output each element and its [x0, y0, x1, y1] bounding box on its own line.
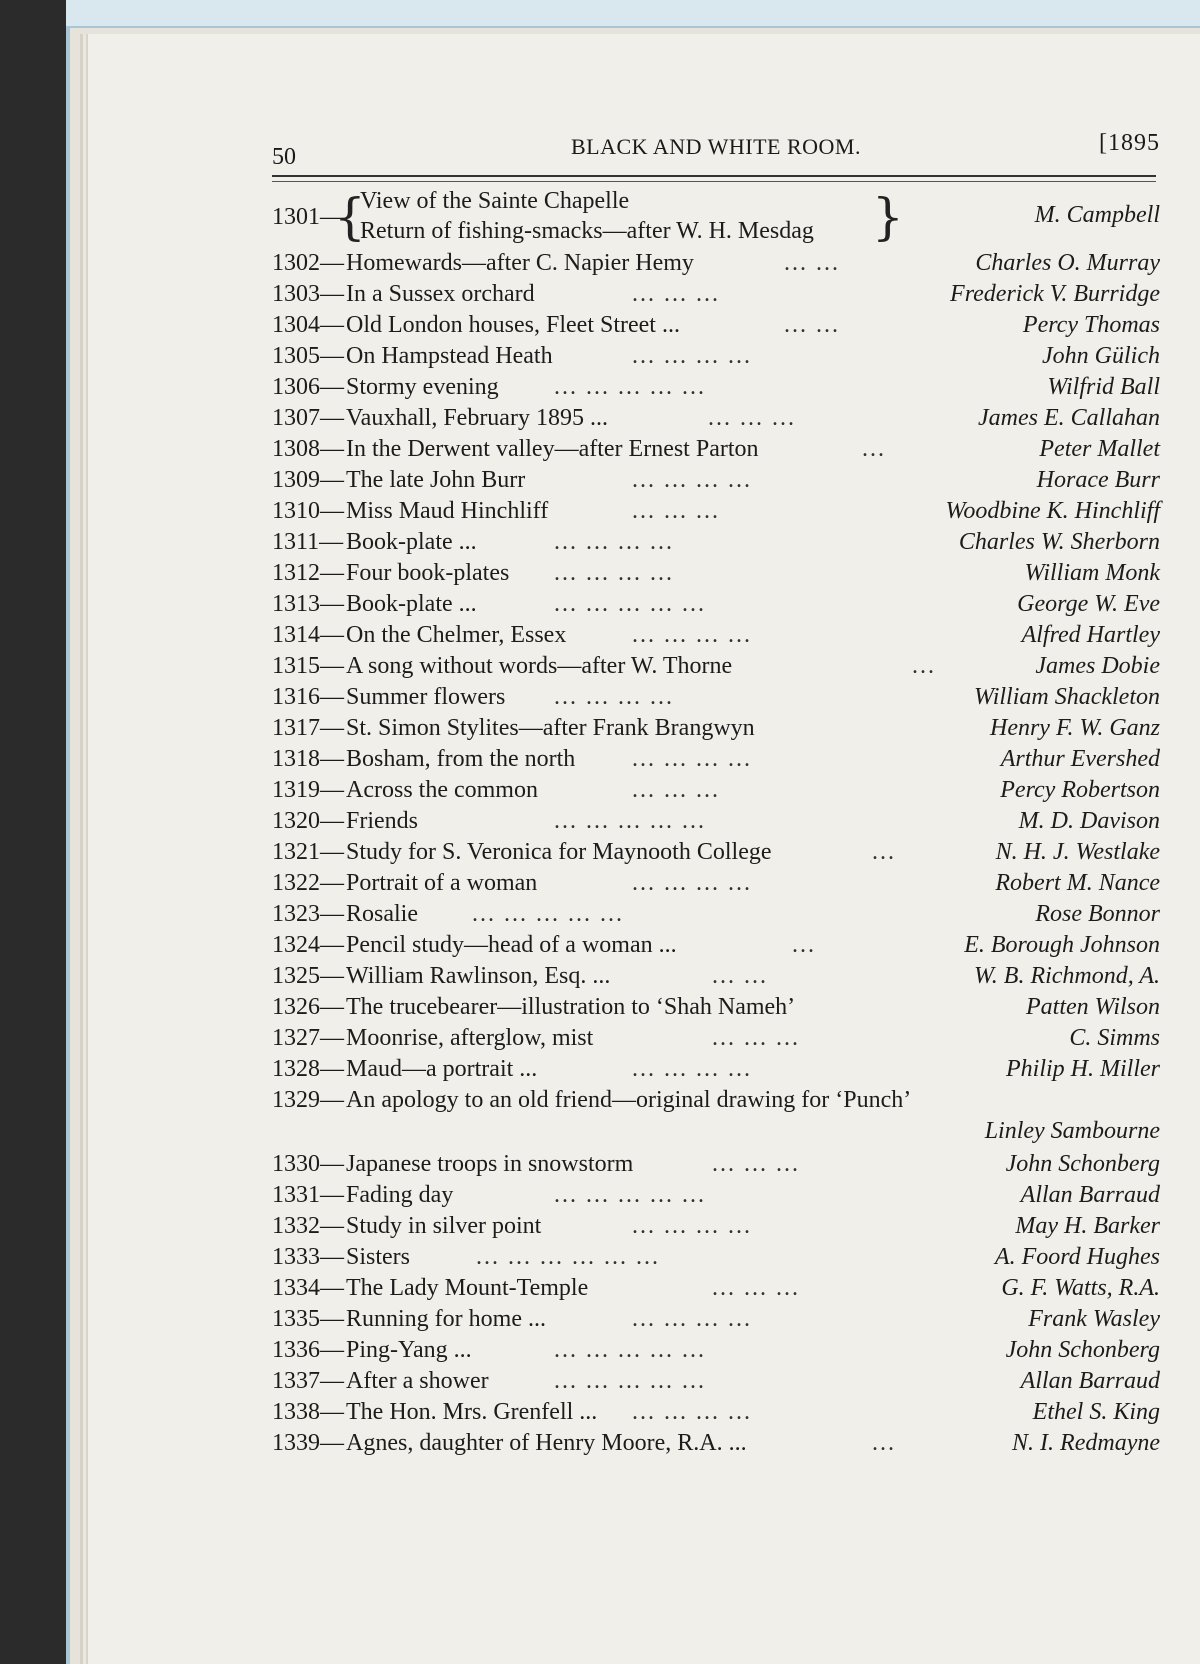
entry-title: The trucebearer—illustration to ‘Shah Nameh’: [346, 994, 796, 1020]
entry-number: 1331—: [272, 1182, 344, 1208]
dot-leaders: ... ... ...: [712, 1151, 800, 1177]
entry-artist: Allan Barraud: [1020, 1368, 1160, 1394]
catalogue-entry: [272, 961, 1160, 992]
catalogue-entry: [272, 1428, 1160, 1459]
entry-title-line-2: Return of fishing-smacks—after W. H. Mesdag: [360, 218, 814, 244]
entry-artist: Frederick V. Burridge: [950, 281, 1160, 307]
catalogue-entry: [272, 279, 1160, 310]
entry-number: 1308—: [272, 436, 344, 462]
entry-artist: Philip H. Miller: [1006, 1056, 1160, 1082]
entry-number: 1326—: [272, 994, 344, 1020]
entry-artist: Arthur Evershed: [1000, 746, 1160, 772]
dot-leaders: ...: [872, 1430, 896, 1456]
dot-leaders: ... ... ... ...: [554, 560, 674, 586]
header-rule-thick: [272, 175, 1156, 177]
catalogue-entry: [272, 1304, 1160, 1335]
entry-number: 1304—: [272, 312, 344, 338]
entry-title: Bosham, from the north: [346, 746, 576, 772]
entry-number: 1339—: [272, 1430, 344, 1456]
catalogue-entry: [272, 930, 1160, 961]
dot-leaders: ... ... ... ... ...: [554, 374, 706, 400]
entry-number: 1323—: [272, 901, 344, 927]
dot-leaders: ... ... ... ... ...: [554, 1182, 706, 1208]
dot-leaders: ... ... ... ... ...: [554, 1368, 706, 1394]
dot-leaders: ...: [912, 653, 936, 679]
entry-number: 1301—: [272, 204, 344, 230]
entry-title: Rosalie: [346, 901, 418, 927]
dot-leaders: ... ... ... ...: [554, 684, 674, 710]
entry-title: Summer flowers: [346, 684, 506, 710]
catalogue-entry: [272, 837, 1160, 868]
catalogue-entry: [272, 806, 1160, 837]
entry-number: 1332—: [272, 1213, 344, 1239]
dot-leaders: ... ...: [712, 963, 768, 989]
entry-number: 1336—: [272, 1337, 344, 1363]
entry-title: Stormy evening: [346, 374, 499, 400]
entry-number: 1335—: [272, 1306, 344, 1332]
entry-artist: George W. Eve: [1017, 591, 1160, 617]
entry-number: 1314—: [272, 622, 344, 648]
catalogue-entry: [272, 713, 1160, 744]
catalogue-entry: [272, 372, 1160, 403]
entry-title: On the Chelmer, Essex: [346, 622, 567, 648]
entry-title: After a shower: [346, 1368, 489, 1394]
dot-leaders: ... ... ... ...: [632, 870, 752, 896]
entry-artist: N. I. Redmayne: [1012, 1430, 1160, 1456]
dot-leaders: ... ... ... ...: [632, 1399, 752, 1425]
entry-artist: Charles W. Sherborn: [958, 529, 1160, 555]
right-brace-icon: }: [872, 188, 904, 246]
entry-number: 1327—: [272, 1025, 344, 1051]
entry-title: Japanese troops in snowstorm: [346, 1151, 634, 1177]
entry-title: Agnes, daughter of Henry Moore, R.A. ...: [346, 1430, 747, 1456]
catalogue-list: [272, 186, 1160, 1459]
backing-board-edge: [66, 0, 1200, 26]
entry-number: 1315—: [272, 653, 344, 679]
catalogue-entry: [272, 1149, 1160, 1180]
header-rule-thin: [272, 181, 1156, 182]
dot-leaders: ... ... ... ...: [632, 1306, 752, 1332]
entry-title: Portrait of a woman: [346, 870, 538, 896]
entry-number: 1317—: [272, 715, 344, 741]
entry-artist: Rose Bonnor: [1035, 901, 1160, 927]
entry-artist: Percy Robertson: [1000, 777, 1160, 803]
catalogue-entry: [272, 682, 1160, 713]
entry-artist: W. B. Richmond, A.: [974, 963, 1160, 989]
entry-number: 1310—: [272, 498, 344, 524]
entry-title: Running for home ...: [346, 1306, 546, 1332]
entry-number: 1309—: [272, 467, 344, 493]
catalogue-entry: [272, 248, 1160, 279]
catalogue-entry: [272, 1335, 1160, 1366]
catalogue-entry: [272, 899, 1160, 930]
entry-artist: Woodbine K. Hinchliff: [945, 498, 1160, 524]
entry-artist: E. Borough Johnson: [964, 932, 1160, 958]
dot-leaders: ... ... ...: [632, 498, 720, 524]
entry-title: Miss Maud Hinchliff: [346, 498, 549, 524]
entry-title: Friends: [346, 808, 418, 834]
entry-title: Pencil study—head of a woman ...: [346, 932, 677, 958]
entry-artist: James E. Callahan: [978, 405, 1160, 431]
entry-number: 1334—: [272, 1275, 344, 1301]
catalogue-entry: [272, 1397, 1160, 1428]
entry-number: 1333—: [272, 1244, 344, 1270]
catalogue-entry: [272, 310, 1160, 341]
entry-number: 1330—: [272, 1151, 344, 1177]
entry-number: 1312—: [272, 560, 344, 586]
dot-leaders: ... ... ... ...: [632, 746, 752, 772]
entry-artist: Alfred Hartley: [1021, 622, 1160, 648]
entry-number: 1329—: [272, 1087, 344, 1113]
catalogue-entry: [272, 403, 1160, 434]
entry-title: St. Simon Stylites—after Frank Brangwyn: [346, 715, 755, 741]
entry-title: Book-plate ...: [346, 529, 477, 555]
catalogue-entry: [272, 744, 1160, 775]
entry-number: 1311—: [272, 529, 344, 555]
entry-title: Book-plate ...: [346, 591, 477, 617]
entry-title: An apology to an old friend—original drawing for ‘Punch’: [346, 1087, 912, 1113]
catalogue-entry: [272, 1054, 1160, 1085]
catalogue-entry: [272, 1273, 1160, 1304]
entry-artist: N. H. J. Westlake: [995, 839, 1160, 865]
entry-title: The Lady Mount-Temple: [346, 1275, 589, 1301]
catalogue-entry: [272, 434, 1160, 465]
entry-title: Across the common: [346, 777, 538, 803]
catalogue-entry: [272, 620, 1160, 651]
catalogue-entry: [272, 651, 1160, 682]
entry-number: 1322—: [272, 870, 344, 896]
entry-title: Homewards—after C. Napier Hemy: [346, 250, 694, 276]
year-marker: [1895: [1099, 130, 1160, 156]
entry-number: 1320—: [272, 808, 344, 834]
dot-leaders: ... ... ... ... ... ...: [476, 1244, 660, 1270]
entry-number: 1318—: [272, 746, 344, 772]
page-number: 50: [272, 144, 296, 170]
entry-number: 1325—: [272, 963, 344, 989]
catalogue-entry: [272, 527, 1160, 558]
entry-artist: Ethel S. King: [1032, 1399, 1160, 1425]
catalogue-entry: [272, 1366, 1160, 1397]
entry-artist: John Schonberg: [1005, 1337, 1160, 1363]
entry-number: 1306—: [272, 374, 344, 400]
dot-leaders: ... ... ...: [712, 1025, 800, 1051]
entry-artist: Horace Burr: [1036, 467, 1160, 493]
dot-leaders: ... ... ... ...: [554, 529, 674, 555]
entry-artist: A. Foord Hughes: [994, 1244, 1160, 1270]
dot-leaders: ... ... ... ... ...: [554, 591, 706, 617]
dot-leaders: ... ... ... ...: [632, 467, 752, 493]
catalogue-entry: [272, 1023, 1160, 1054]
catalogue-entry: [272, 465, 1160, 496]
entry-artist: May H. Barker: [1015, 1213, 1160, 1239]
entry-number: 1338—: [272, 1399, 344, 1425]
entry-artist: Wilfrid Ball: [1047, 374, 1160, 400]
entry-artist: G. F. Watts, R.A.: [1001, 1275, 1160, 1301]
entry-title: Vauxhall, February 1895 ...: [346, 405, 608, 431]
page-title: BLACK AND WHITE ROOM.: [571, 134, 861, 159]
entry-number: 1307—: [272, 405, 344, 431]
entry-artist: Linley Sambourne: [984, 1118, 1160, 1144]
entry-number: 1337—: [272, 1368, 344, 1394]
entry-title: Ping-Yang ...: [346, 1337, 472, 1363]
entry-title: Four book-plates: [346, 560, 510, 586]
catalogue-entry: [272, 1211, 1160, 1242]
catalogue-entry: [272, 186, 1160, 248]
dot-leaders: ...: [862, 436, 886, 462]
catalogue-entry: [272, 1085, 1160, 1147]
dot-leaders: ... ... ...: [708, 405, 796, 431]
entry-title: The late John Burr: [346, 467, 526, 493]
entry-title: A song without words—after W. Thorne: [346, 653, 733, 679]
entry-artist: William Monk: [1024, 560, 1160, 586]
entry-title: William Rawlinson, Esq. ...: [346, 963, 611, 989]
entry-title: In the Derwent valley—after Ernest Parton: [346, 436, 759, 462]
catalogue-entry: [272, 1180, 1160, 1211]
entry-title: Maud—a portrait ...: [346, 1056, 538, 1082]
dot-leaders: ... ...: [784, 250, 840, 276]
left-brace-icon: {: [334, 188, 366, 246]
entry-number: 1313—: [272, 591, 344, 617]
entry-number: 1303—: [272, 281, 344, 307]
entry-number: 1324—: [272, 932, 344, 958]
catalogue-entry: [272, 341, 1160, 372]
entry-artist: James Dobie: [1035, 653, 1160, 679]
catalogue-entry: [272, 775, 1160, 806]
dot-leaders: ... ... ... ... ...: [472, 901, 624, 927]
dot-leaders: ... ... ... ... ...: [554, 1337, 706, 1363]
entry-artist: John Schonberg: [1005, 1151, 1160, 1177]
entry-title: Old London houses, Fleet Street ...: [346, 312, 680, 338]
catalogue-entry: [272, 558, 1160, 589]
running-header: [272, 126, 1160, 170]
entry-title: In a Sussex orchard: [346, 281, 535, 307]
dot-leaders: ... ... ... ...: [632, 622, 752, 648]
dot-leaders: ... ... ... ...: [632, 1213, 752, 1239]
dot-leaders: ... ... ... ...: [632, 1056, 752, 1082]
entry-artist: Peter Mallet: [1039, 436, 1160, 462]
catalogue-entry: [272, 992, 1160, 1023]
entry-artist: Allan Barraud: [1020, 1182, 1160, 1208]
dot-leaders: ... ... ...: [712, 1275, 800, 1301]
entry-artist: John Gülich: [1042, 343, 1160, 369]
entry-number: 1316—: [272, 684, 344, 710]
entry-title: Sisters: [346, 1244, 411, 1270]
entry-title: The Hon. Mrs. Grenfell ...: [346, 1399, 598, 1425]
entry-artist: Percy Thomas: [1022, 312, 1160, 338]
catalogue-entry: [272, 868, 1160, 899]
entry-number: 1319—: [272, 777, 344, 803]
entry-artist: M. Campbell: [1034, 202, 1160, 228]
dot-leaders: ... ... ... ...: [632, 343, 752, 369]
entry-number: 1328—: [272, 1056, 344, 1082]
entry-title: Fading day: [346, 1182, 454, 1208]
entry-title: Moonrise, afterglow, mist: [346, 1025, 594, 1051]
dot-leaders: ...: [792, 932, 816, 958]
entry-artist: C. Simms: [1069, 1025, 1160, 1051]
entry-artist: Patten Wilson: [1026, 994, 1160, 1020]
entry-number: 1302—: [272, 250, 344, 276]
entry-artist: Henry F. W. Ganz: [989, 715, 1160, 741]
entry-title: Study for S. Veronica for Maynooth College: [346, 839, 772, 865]
entry-number: 1305—: [272, 343, 344, 369]
catalogue-entry: [272, 496, 1160, 527]
dot-leaders: ... ...: [784, 312, 840, 338]
entry-artist: William Shackleton: [974, 684, 1160, 710]
dot-leaders: ... ... ...: [632, 777, 720, 803]
entry-title-line-1: View of the Sainte Chapelle: [360, 188, 630, 214]
entry-title: On Hampstead Heath: [346, 343, 553, 369]
dot-leaders: ... ... ...: [632, 281, 720, 307]
entry-artist: Charles O. Murray: [975, 250, 1160, 276]
dot-leaders: ...: [872, 839, 896, 865]
entry-artist: M. D. Davison: [1018, 808, 1160, 834]
dot-leaders: ... ... ... ... ...: [554, 808, 706, 834]
catalogue-entry: [272, 589, 1160, 620]
entry-number: 1321—: [272, 839, 344, 865]
entry-artist: Robert M. Nance: [995, 870, 1160, 896]
entry-artist: Frank Wasley: [1028, 1306, 1160, 1332]
entry-title: Study in silver point: [346, 1213, 542, 1239]
catalogue-entry: [272, 1242, 1160, 1273]
